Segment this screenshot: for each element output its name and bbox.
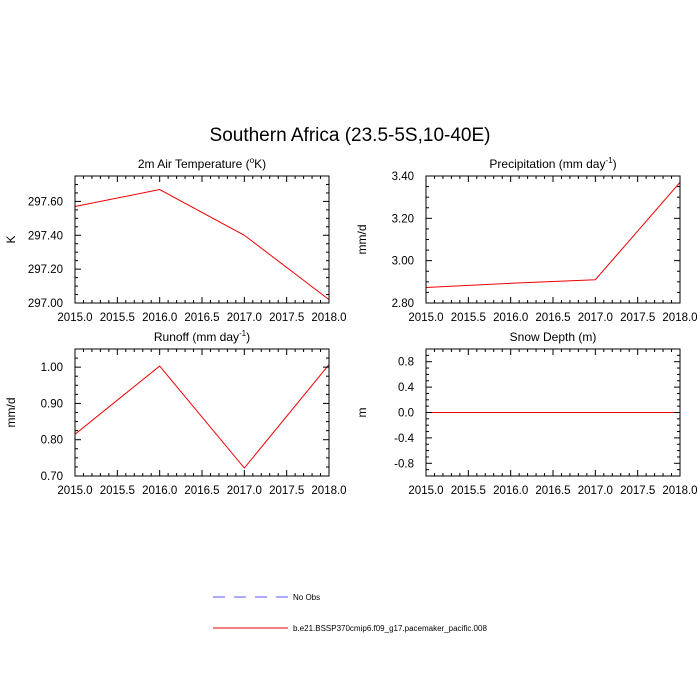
figure-title: Southern Africa (23.5-5S,10-40E): [209, 125, 491, 146]
y-axis-label-precipitation: mm/d: [355, 224, 369, 255]
y-tick-label-precipitation: 3.20: [391, 213, 414, 226]
panel-title-precipitation: Precipitation (mm day$^{-1}$): [489, 156, 617, 171]
y-tick-label-snow-depth: 0.4: [398, 382, 414, 395]
x-tick-label-runoff: 2015.5: [99, 485, 135, 497]
x-tick-label-snow-depth: 2017.5: [620, 485, 656, 497]
legend-label-model: b.e21.BSSP370cmip6.f09_g17.pacemaker_pacific.008: [293, 624, 487, 633]
x-tick-label-precipitation: 2015.5: [450, 312, 486, 324]
y-tick-label-runoff: 0.90: [40, 398, 63, 411]
x-tick-label-precipitation: 2016.5: [535, 312, 571, 324]
x-tick-label-precipitation: 2018.0: [662, 312, 698, 324]
y-tick-label-temperature: 297.00: [27, 298, 63, 310]
x-tick-label-runoff: 2017.5: [269, 485, 305, 497]
x-tick-label-temperature: 2015.0: [57, 312, 93, 324]
panel-title-runoff: Runoff (mm day$^{-1}$): [153, 329, 251, 344]
y-tick-label-snow-depth: -0.4: [394, 432, 414, 445]
x-tick-label-runoff: 2015.0: [57, 485, 93, 497]
legend-label-no-obs: No Obs: [293, 593, 321, 602]
y-tick-label-snow-depth: 0.8: [398, 356, 414, 369]
y-tick-label-runoff: 1.00: [40, 362, 63, 375]
y-tick-label-temperature: 297.20: [27, 264, 63, 277]
y-axis-label-runoff: mm/d: [4, 397, 18, 428]
x-tick-label-precipitation: 2017.0: [577, 312, 613, 324]
x-tick-label-precipitation: 2017.5: [620, 312, 656, 324]
x-tick-label-temperature: 2015.5: [99, 312, 135, 324]
y-axis-label-temperature: K: [4, 235, 18, 244]
x-tick-label-precipitation: 2015.0: [408, 312, 444, 324]
y-tick-label-precipitation: 3.40: [391, 171, 414, 183]
x-tick-label-temperature: 2018.0: [311, 312, 347, 324]
x-tick-label-runoff: 2016.0: [142, 485, 178, 497]
x-tick-label-snow-depth: 2017.0: [577, 485, 613, 497]
y-tick-label-snow-depth: -0.8: [394, 458, 414, 471]
x-tick-label-precipitation: 2016.0: [493, 312, 529, 324]
y-tick-label-temperature: 297.60: [27, 196, 63, 209]
x-tick-label-temperature: 2016.5: [184, 312, 220, 324]
y-tick-label-runoff: 0.80: [40, 434, 63, 447]
y-axis-label-snow-depth: m: [355, 407, 369, 418]
panel-title-snow-depth: Snow Depth (m): [509, 330, 597, 344]
x-tick-label-runoff: 2016.5: [184, 485, 220, 497]
y-tick-label-temperature: 297.40: [27, 230, 63, 243]
x-tick-label-runoff: 2018.0: [311, 485, 347, 497]
x-tick-label-runoff: 2017.0: [226, 485, 262, 497]
y-tick-label-snow-depth: 0.0: [398, 407, 414, 420]
x-tick-label-snow-depth: 2016.5: [535, 485, 571, 497]
x-tick-label-snow-depth: 2015.0: [408, 485, 444, 497]
y-tick-label-runoff: 0.70: [40, 471, 63, 483]
panel-title-temperature: 2m Air Temperature ($^o$K): [137, 156, 267, 171]
y-tick-label-precipitation: 3.00: [391, 255, 414, 268]
x-tick-label-temperature: 2017.5: [269, 312, 305, 324]
x-tick-label-snow-depth: 2015.5: [450, 485, 486, 497]
x-tick-label-snow-depth: 2016.0: [493, 485, 529, 497]
x-tick-label-temperature: 2017.0: [226, 312, 262, 324]
y-tick-label-precipitation: 2.80: [391, 298, 414, 310]
x-tick-label-snow-depth: 2018.0: [662, 485, 698, 497]
x-tick-label-temperature: 2016.0: [142, 312, 178, 324]
